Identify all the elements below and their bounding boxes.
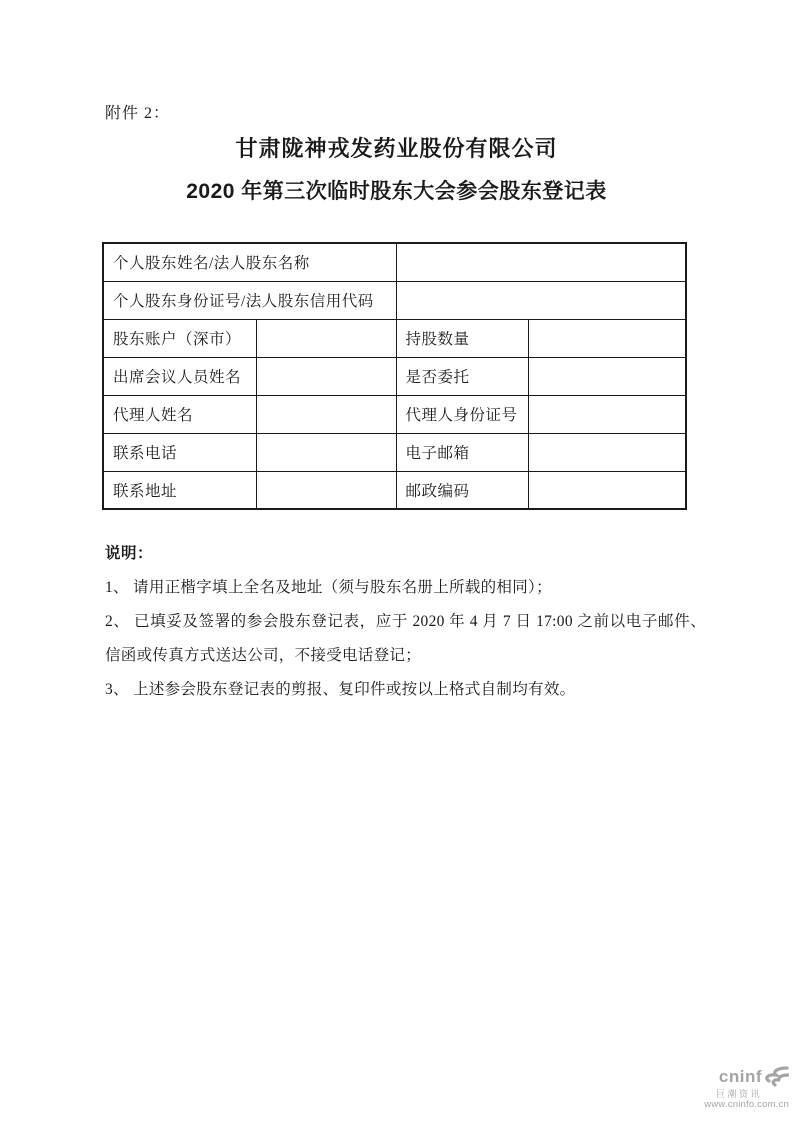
field-value-agent-id <box>528 395 686 433</box>
field-value-attendee-name <box>256 357 396 395</box>
note-item-1: 1、 请用正楷字填上全名及地址（须与股东名册上所载的相同）； <box>105 579 552 596</box>
table-row-shareholder-name <box>103 243 686 281</box>
attachment-label: 附件 2： <box>105 105 171 122</box>
field-label-agent-id: 代理人身份证号 <box>396 395 528 433</box>
field-label-attendee-name: 出席会议人员姓名 <box>103 357 256 395</box>
field-label-shareholder-account: 股东账户（深市） <box>103 319 256 357</box>
notes-heading: 说明： <box>105 545 154 562</box>
table-row-address <box>103 471 686 509</box>
field-value-id-number <box>396 281 686 319</box>
table-row-account-shares <box>103 319 686 357</box>
field-label-postcode: 邮政编码 <box>396 471 528 509</box>
field-value-shareholder-account <box>256 319 396 357</box>
table-row-id-number <box>103 281 686 319</box>
field-value-is-proxy <box>528 357 686 395</box>
cninfo-swirl-icon <box>763 1066 789 1088</box>
field-value-shares-held <box>528 319 686 357</box>
table-row-contact <box>103 433 686 471</box>
field-label-shares-held: 持股数量 <box>396 319 528 357</box>
field-label-id-number: 个人股东身份证号/法人股东信用代码 <box>103 281 396 319</box>
field-label-agent-name: 代理人姓名 <box>103 395 256 433</box>
field-label-is-proxy: 是否委托 <box>396 357 528 395</box>
cninfo-logo-subtext: 巨潮资讯 <box>715 1089 762 1099</box>
field-label-address: 联系地址 <box>103 471 256 509</box>
note-item-3: 3、 上述参会股东登记表的剪报、复印件或按以上格式自制均有效。 <box>105 681 576 698</box>
shareholder-registration-table <box>102 242 687 510</box>
field-value-agent-name <box>256 395 396 433</box>
cninfo-logo-text: cninf <box>718 1067 762 1087</box>
cninfo-watermark <box>679 1066 789 1111</box>
field-label-shareholder-name: 个人股东姓名/法人股东名称 <box>103 243 396 281</box>
table-row-attendee-proxy <box>103 357 686 395</box>
cninfo-logo-url: www.cninfo.com.cn <box>704 1099 789 1111</box>
document-subtitle: 2020 年第三次临时股东大会参会股东登记表 <box>186 180 607 203</box>
field-value-postcode <box>528 471 686 509</box>
field-label-email: 电子邮箱 <box>396 433 528 471</box>
field-value-email <box>528 433 686 471</box>
field-value-address <box>256 471 396 509</box>
field-label-phone: 联系电话 <box>103 433 256 471</box>
note-item-2: 2、 已填妥及签署的参会股东登记表，应于 2020 年 4 月 7 日 17:00 之前以电子邮件、信函或传真方式送达公司，不接受电话登记； <box>105 613 706 664</box>
cninfo-logo-row <box>679 1066 789 1088</box>
field-value-phone <box>256 433 396 471</box>
company-title: 甘肃陇神戎发药业股份有限公司 <box>235 136 558 161</box>
table-row-agent <box>103 395 686 433</box>
notes-section <box>105 537 706 707</box>
field-value-shareholder-name <box>396 243 686 281</box>
